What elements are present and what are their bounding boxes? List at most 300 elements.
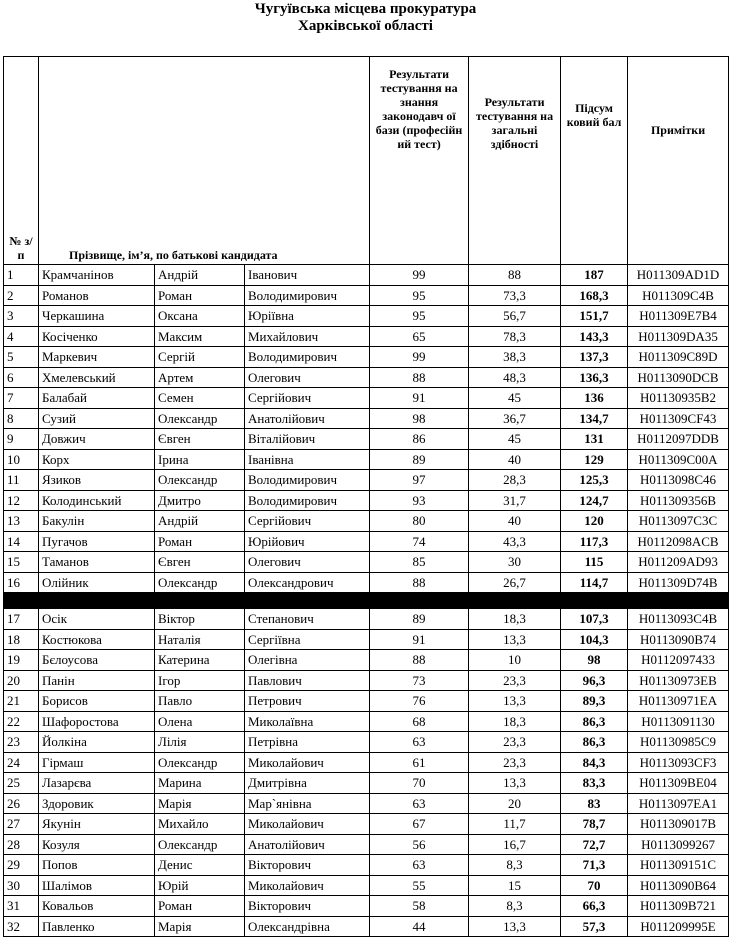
law-test-score: 91 xyxy=(370,388,469,409)
law-test-score: 56 xyxy=(370,834,469,855)
general-test-score: 88 xyxy=(469,265,561,286)
note-code: Н011309E7B4 xyxy=(628,306,729,327)
note-code: Н011309D74B xyxy=(628,572,729,593)
table-body-bottom xyxy=(4,609,729,937)
last-name: Колодинський xyxy=(39,490,155,511)
note-code: Н0113097C3C xyxy=(628,511,729,532)
law-test-score: 76 xyxy=(370,691,469,712)
total-score: 107,3 xyxy=(561,609,628,630)
general-test-score: 56,7 xyxy=(469,306,561,327)
table-row xyxy=(4,670,729,691)
header-notes: Примітки xyxy=(628,57,729,265)
first-name: Юрій xyxy=(155,875,245,896)
last-name: Костюкова xyxy=(39,629,155,650)
note-code: Н0113090B74 xyxy=(628,629,729,650)
row-number: 21 xyxy=(4,691,39,712)
table-row xyxy=(4,629,729,650)
title-line-2: Харківської області xyxy=(298,18,433,34)
general-test-score: 73,3 xyxy=(469,285,561,306)
law-test-score: 91 xyxy=(370,629,469,650)
separator-body xyxy=(4,593,729,609)
header-number: № з/п xyxy=(4,57,39,265)
first-name: Олександр xyxy=(155,470,245,491)
table-row xyxy=(4,896,729,917)
row-number: 10 xyxy=(4,449,39,470)
total-score: 125,3 xyxy=(561,470,628,491)
note-code: Н011309AD1D xyxy=(628,265,729,286)
total-score: 83 xyxy=(561,793,628,814)
law-test-score: 63 xyxy=(370,855,469,876)
row-number: 19 xyxy=(4,650,39,671)
patronymic: Вікторович xyxy=(245,855,370,876)
note-code: Н011309CF43 xyxy=(628,408,729,429)
general-test-score: 45 xyxy=(469,388,561,409)
row-number: 13 xyxy=(4,511,39,532)
first-name: Віктор xyxy=(155,609,245,630)
patronymic: Іванович xyxy=(245,265,370,286)
general-test-score: 15 xyxy=(469,875,561,896)
patronymic: Сергіївна xyxy=(245,629,370,650)
total-score: 131 xyxy=(561,429,628,450)
note-code: Н0113093C4B xyxy=(628,609,729,630)
first-name: Артем xyxy=(155,367,245,388)
table-row xyxy=(4,650,729,671)
general-test-score: 40 xyxy=(469,449,561,470)
last-name: Попов xyxy=(39,855,155,876)
patronymic: Вікторович xyxy=(245,896,370,917)
patronymic: Володимирович xyxy=(245,285,370,306)
header-general-test: Результати тестування на загальні здібності xyxy=(469,57,561,265)
total-score: 137,3 xyxy=(561,347,628,368)
table-row xyxy=(4,470,729,491)
patronymic: Степанович xyxy=(245,609,370,630)
table-row xyxy=(4,773,729,794)
table-row xyxy=(4,609,729,630)
table-row xyxy=(4,306,729,327)
patronymic: Володимирович xyxy=(245,347,370,368)
table-row xyxy=(4,531,729,552)
patronymic: Сергійович xyxy=(245,388,370,409)
last-name: Пугачов xyxy=(39,531,155,552)
row-number: 4 xyxy=(4,326,39,347)
general-test-score: 20 xyxy=(469,793,561,814)
table-row xyxy=(4,388,729,409)
total-score: 134,7 xyxy=(561,408,628,429)
note-code: Н0112097DDB xyxy=(628,429,729,450)
total-score: 115 xyxy=(561,552,628,573)
first-name: Олександр xyxy=(155,572,245,593)
total-score: 124,7 xyxy=(561,490,628,511)
table-row xyxy=(4,752,729,773)
row-number: 26 xyxy=(4,793,39,814)
general-test-score: 23,3 xyxy=(469,670,561,691)
first-name: Олександр xyxy=(155,834,245,855)
row-number: 24 xyxy=(4,752,39,773)
law-test-score: 65 xyxy=(370,326,469,347)
total-score: 136 xyxy=(561,388,628,409)
total-score: 117,3 xyxy=(561,531,628,552)
table-row xyxy=(4,855,729,876)
row-number: 17 xyxy=(4,609,39,630)
row-number: 25 xyxy=(4,773,39,794)
law-test-score: 63 xyxy=(370,793,469,814)
patronymic: Дмитрівна xyxy=(245,773,370,794)
note-code: Н011209995E xyxy=(628,916,729,937)
patronymic: Анатолійович xyxy=(245,408,370,429)
patronymic: Миколайович xyxy=(245,875,370,896)
last-name: Довжич xyxy=(39,429,155,450)
note-code: Н011309C4B xyxy=(628,285,729,306)
patronymic: Олегович xyxy=(245,552,370,573)
note-code: Н011309DA35 xyxy=(628,326,729,347)
law-test-score: 70 xyxy=(370,773,469,794)
total-score: 66,3 xyxy=(561,896,628,917)
results-table xyxy=(3,56,729,937)
note-code: Н011309151C xyxy=(628,855,729,876)
table-row xyxy=(4,711,729,732)
note-code: Н0113090B64 xyxy=(628,875,729,896)
row-number: 16 xyxy=(4,572,39,593)
note-code: Н0112098ACB xyxy=(628,531,729,552)
note-code: Н011309356B xyxy=(628,490,729,511)
patronymic: Сергійович xyxy=(245,511,370,532)
law-test-score: 58 xyxy=(370,896,469,917)
law-test-score: 88 xyxy=(370,572,469,593)
general-test-score: 13,3 xyxy=(469,916,561,937)
total-score: 104,3 xyxy=(561,629,628,650)
law-test-score: 88 xyxy=(370,367,469,388)
last-name: Якунін xyxy=(39,814,155,835)
table-row xyxy=(4,347,729,368)
patronymic: Олександрович xyxy=(245,572,370,593)
patronymic: Павлович xyxy=(245,670,370,691)
patronymic: Петрівна xyxy=(245,732,370,753)
first-name: Олександр xyxy=(155,408,245,429)
general-test-score: 16,7 xyxy=(469,834,561,855)
patronymic: Миколайович xyxy=(245,752,370,773)
row-number: 8 xyxy=(4,408,39,429)
table-row xyxy=(4,449,729,470)
law-test-score: 85 xyxy=(370,552,469,573)
last-name: Черкашина xyxy=(39,306,155,327)
patronymic: Олександрівна xyxy=(245,916,370,937)
last-name: Осік xyxy=(39,609,155,630)
first-name: Марія xyxy=(155,916,245,937)
first-name: Максим xyxy=(155,326,245,347)
patronymic: Миколаївна xyxy=(245,711,370,732)
total-score: 98 xyxy=(561,650,628,671)
document-title xyxy=(0,1,731,35)
general-test-score: 28,3 xyxy=(469,470,561,491)
general-test-score: 23,3 xyxy=(469,752,561,773)
law-test-score: 68 xyxy=(370,711,469,732)
last-name: Шафоростова xyxy=(39,711,155,732)
last-name: Здоровик xyxy=(39,793,155,814)
last-name: Хмелевський xyxy=(39,367,155,388)
law-test-score: 63 xyxy=(370,732,469,753)
first-name: Андрій xyxy=(155,511,245,532)
law-test-score: 61 xyxy=(370,752,469,773)
patronymic: Миколайович xyxy=(245,814,370,835)
table-row xyxy=(4,285,729,306)
row-number: 18 xyxy=(4,629,39,650)
first-name: Євген xyxy=(155,429,245,450)
row-number: 23 xyxy=(4,732,39,753)
first-name: Оксана xyxy=(155,306,245,327)
note-code: Н0112097433 xyxy=(628,650,729,671)
law-test-score: 74 xyxy=(370,531,469,552)
note-code: Н01130935B2 xyxy=(628,388,729,409)
row-number: 14 xyxy=(4,531,39,552)
note-code: Н0113098C46 xyxy=(628,470,729,491)
separator-row xyxy=(4,593,729,609)
total-score: 120 xyxy=(561,511,628,532)
first-name: Андрій xyxy=(155,265,245,286)
first-name: Дмитро xyxy=(155,490,245,511)
row-number: 20 xyxy=(4,670,39,691)
row-number: 32 xyxy=(4,916,39,937)
law-test-score: 89 xyxy=(370,449,469,470)
note-code: Н011309B721 xyxy=(628,896,729,917)
patronymic: Юрійович xyxy=(245,531,370,552)
last-name: Язиков xyxy=(39,470,155,491)
general-test-score: 18,3 xyxy=(469,711,561,732)
header-law-test: Результати тестування на знання законодавч ої бази (професійн ий тест) xyxy=(370,57,469,265)
general-test-score: 45 xyxy=(469,429,561,450)
table-body-top xyxy=(4,265,729,593)
row-number: 9 xyxy=(4,429,39,450)
first-name: Наталія xyxy=(155,629,245,650)
last-name: Павленко xyxy=(39,916,155,937)
general-test-score: 13,3 xyxy=(469,773,561,794)
general-test-score: 48,3 xyxy=(469,367,561,388)
header-name: Прізвище, ім’я, по батькові кандидата xyxy=(39,57,370,265)
general-test-score: 13,3 xyxy=(469,629,561,650)
total-score: 71,3 xyxy=(561,855,628,876)
row-number: 15 xyxy=(4,552,39,573)
patronymic: Віталійович xyxy=(245,429,370,450)
total-score: 86,3 xyxy=(561,732,628,753)
note-code: Н0113093CF3 xyxy=(628,752,729,773)
law-test-score: 44 xyxy=(370,916,469,937)
general-test-score: 31,7 xyxy=(469,490,561,511)
last-name: Козуля xyxy=(39,834,155,855)
last-name: Бакулін xyxy=(39,511,155,532)
note-code: Н011309BE04 xyxy=(628,773,729,794)
total-score: 84,3 xyxy=(561,752,628,773)
total-score: 96,3 xyxy=(561,670,628,691)
note-code: Н011209AD93 xyxy=(628,552,729,573)
row-number: 2 xyxy=(4,285,39,306)
last-name: Таманов xyxy=(39,552,155,573)
patronymic: Олегович xyxy=(245,367,370,388)
total-score: 129 xyxy=(561,449,628,470)
general-test-score: 10 xyxy=(469,650,561,671)
last-name: Ковальов xyxy=(39,896,155,917)
law-test-score: 80 xyxy=(370,511,469,532)
general-test-score: 18,3 xyxy=(469,609,561,630)
first-name: Ірина xyxy=(155,449,245,470)
law-test-score: 98 xyxy=(370,408,469,429)
table-row xyxy=(4,814,729,835)
patronymic: Володимирович xyxy=(245,490,370,511)
row-number: 6 xyxy=(4,367,39,388)
table-row xyxy=(4,732,729,753)
total-score: 89,3 xyxy=(561,691,628,712)
first-name: Роман xyxy=(155,896,245,917)
last-name: Сузий xyxy=(39,408,155,429)
total-score: 114,7 xyxy=(561,572,628,593)
first-name: Марія xyxy=(155,793,245,814)
law-test-score: 95 xyxy=(370,306,469,327)
row-number: 12 xyxy=(4,490,39,511)
patronymic: Мар`янівна xyxy=(245,793,370,814)
first-name: Денис xyxy=(155,855,245,876)
row-number: 31 xyxy=(4,896,39,917)
row-number: 5 xyxy=(4,347,39,368)
row-number: 1 xyxy=(4,265,39,286)
general-test-score: 13,3 xyxy=(469,691,561,712)
note-code: Н0113097EA1 xyxy=(628,793,729,814)
patronymic: Юріївна xyxy=(245,306,370,327)
last-name: Маркевич xyxy=(39,347,155,368)
table-row xyxy=(4,265,729,286)
last-name: Олійник xyxy=(39,572,155,593)
row-number: 30 xyxy=(4,875,39,896)
law-test-score: 99 xyxy=(370,347,469,368)
law-test-score: 93 xyxy=(370,490,469,511)
note-code: Н0113099267 xyxy=(628,834,729,855)
patronymic: Володимирович xyxy=(245,470,370,491)
total-score: 57,3 xyxy=(561,916,628,937)
last-name: Крамчанінов xyxy=(39,265,155,286)
first-name: Євген xyxy=(155,552,245,573)
law-test-score: 89 xyxy=(370,609,469,630)
first-name: Сергій xyxy=(155,347,245,368)
row-number: 22 xyxy=(4,711,39,732)
table-header-row xyxy=(4,57,729,265)
row-number: 3 xyxy=(4,306,39,327)
total-score: 86,3 xyxy=(561,711,628,732)
law-test-score: 86 xyxy=(370,429,469,450)
first-name: Олександр xyxy=(155,752,245,773)
general-test-score: 43,3 xyxy=(469,531,561,552)
law-test-score: 97 xyxy=(370,470,469,491)
separator-bar xyxy=(4,593,729,609)
patronymic: Анатолійович xyxy=(245,834,370,855)
last-name: Бєлоусова xyxy=(39,650,155,671)
last-name: Балабай xyxy=(39,388,155,409)
last-name: Борисов xyxy=(39,691,155,712)
note-code: Н0113091130 xyxy=(628,711,729,732)
note-code: Н0113090DCB xyxy=(628,367,729,388)
total-score: 143,3 xyxy=(561,326,628,347)
general-test-score: 11,7 xyxy=(469,814,561,835)
first-name: Лілія xyxy=(155,732,245,753)
title-line-1: Чугуївська місцева прокуратура xyxy=(254,1,477,17)
table-row xyxy=(4,511,729,532)
note-code: Н011309C00A xyxy=(628,449,729,470)
total-score: 187 xyxy=(561,265,628,286)
table-row xyxy=(4,834,729,855)
table-row xyxy=(4,916,729,937)
general-test-score: 40 xyxy=(469,511,561,532)
total-score: 151,7 xyxy=(561,306,628,327)
table-row xyxy=(4,691,729,712)
law-test-score: 67 xyxy=(370,814,469,835)
first-name: Роман xyxy=(155,285,245,306)
total-score: 136,3 xyxy=(561,367,628,388)
first-name: Семен xyxy=(155,388,245,409)
total-score: 70 xyxy=(561,875,628,896)
general-test-score: 8,3 xyxy=(469,896,561,917)
table-row xyxy=(4,552,729,573)
first-name: Михайло xyxy=(155,814,245,835)
row-number: 7 xyxy=(4,388,39,409)
note-code: Н0113097ЗЕВ xyxy=(628,670,729,691)
table-row xyxy=(4,326,729,347)
total-score: 78,7 xyxy=(561,814,628,835)
general-test-score: 8,3 xyxy=(469,855,561,876)
row-number: 11 xyxy=(4,470,39,491)
patronymic: Іванівна xyxy=(245,449,370,470)
last-name: Панін xyxy=(39,670,155,691)
last-name: Косіченко xyxy=(39,326,155,347)
last-name: Романов xyxy=(39,285,155,306)
patronymic: Петрович xyxy=(245,691,370,712)
general-test-score: 36,7 xyxy=(469,408,561,429)
total-score: 83,3 xyxy=(561,773,628,794)
first-name: Олена xyxy=(155,711,245,732)
law-test-score: 88 xyxy=(370,650,469,671)
table-row xyxy=(4,793,729,814)
last-name: Шалімов xyxy=(39,875,155,896)
table-row xyxy=(4,429,729,450)
table-row xyxy=(4,572,729,593)
law-test-score: 73 xyxy=(370,670,469,691)
last-name: Корх xyxy=(39,449,155,470)
general-test-score: 26,7 xyxy=(469,572,561,593)
general-test-score: 30 xyxy=(469,552,561,573)
first-name: Ігор xyxy=(155,670,245,691)
first-name: Катерина xyxy=(155,650,245,671)
table-row xyxy=(4,408,729,429)
header-total: Підсум ковий бал xyxy=(561,57,628,265)
first-name: Роман xyxy=(155,531,245,552)
general-test-score: 78,3 xyxy=(469,326,561,347)
row-number: 28 xyxy=(4,834,39,855)
law-test-score: 99 xyxy=(370,265,469,286)
total-score: 168,3 xyxy=(561,285,628,306)
last-name: Гірмаш xyxy=(39,752,155,773)
last-name: Лазарєва xyxy=(39,773,155,794)
law-test-score: 55 xyxy=(370,875,469,896)
law-test-score: 95 xyxy=(370,285,469,306)
first-name: Марина xyxy=(155,773,245,794)
patronymic: Михайлович xyxy=(245,326,370,347)
table-row xyxy=(4,367,729,388)
first-name: Павло xyxy=(155,691,245,712)
table-row xyxy=(4,875,729,896)
note-code: Н01130985C9 xyxy=(628,732,729,753)
total-score: 72,7 xyxy=(561,834,628,855)
note-code: Н01130971ЕА xyxy=(628,691,729,712)
last-name: Йолкіна xyxy=(39,732,155,753)
general-test-score: 23,3 xyxy=(469,732,561,753)
note-code: Н011309017B xyxy=(628,814,729,835)
note-code: Н011309C89D xyxy=(628,347,729,368)
table-row xyxy=(4,490,729,511)
